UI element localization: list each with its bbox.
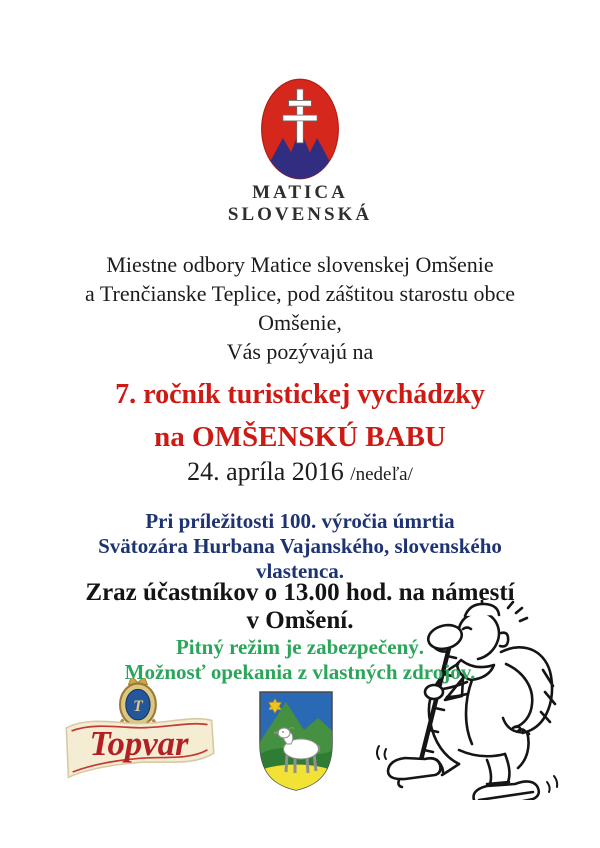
event-destination: na OMŠENSKÚ BABU <box>154 421 446 453</box>
notes-line-2: Možnosť opekania z vlastných zdrojov. <box>124 660 476 684</box>
notes-paragraph <box>0 635 600 685</box>
logo-title-line1: MATICA <box>252 182 348 203</box>
occasion-line-1: Pri príležitosti 100. výročia úmrtia <box>145 509 455 533</box>
hiker-boots <box>388 758 539 800</box>
intro-line-1: Miestne odbory Matice slovenskej Omšenie <box>106 252 494 277</box>
occasion-line-2: Svätozára Hurbana Vajanského, slovenského <box>98 534 502 558</box>
topvar-wordmark: Topvar <box>89 724 189 764</box>
omsenie-coat-of-arms <box>256 688 336 793</box>
meeting-line-2: v Omšení. <box>246 607 354 634</box>
occasion-line-3: vlastenca. <box>255 559 345 583</box>
intro-line-2: a Trenčianske Teplice, pod záštitou starostu obce <box>84 281 515 306</box>
event-date-note: /nedeľa/ <box>350 464 413 485</box>
matica-slovenska-emblem <box>254 76 346 182</box>
matica-logo-wordmark <box>0 182 600 226</box>
event-date-main: 24. apríla 2016 <box>187 457 344 486</box>
meeting-info <box>0 579 600 635</box>
logo-title-line2: SLOVENSKÁ <box>227 204 373 225</box>
meeting-line-1: Zraz účastníkov o 13.00 hod. na námestí <box>85 579 515 606</box>
intro-line-4: Vás pozývajú na <box>226 339 374 364</box>
topvar-crest-letter: T <box>133 697 143 715</box>
topvar-logo <box>60 678 218 786</box>
intro-paragraph <box>0 250 600 366</box>
intro-line-3: Omšenie, <box>258 310 342 335</box>
notes-line-1: Pitný režim je zabezpečený. <box>175 635 425 659</box>
event-title: 7. ročník turistickej vychádzky <box>115 379 485 410</box>
event-date <box>0 457 600 487</box>
occasion-paragraph <box>0 509 600 584</box>
